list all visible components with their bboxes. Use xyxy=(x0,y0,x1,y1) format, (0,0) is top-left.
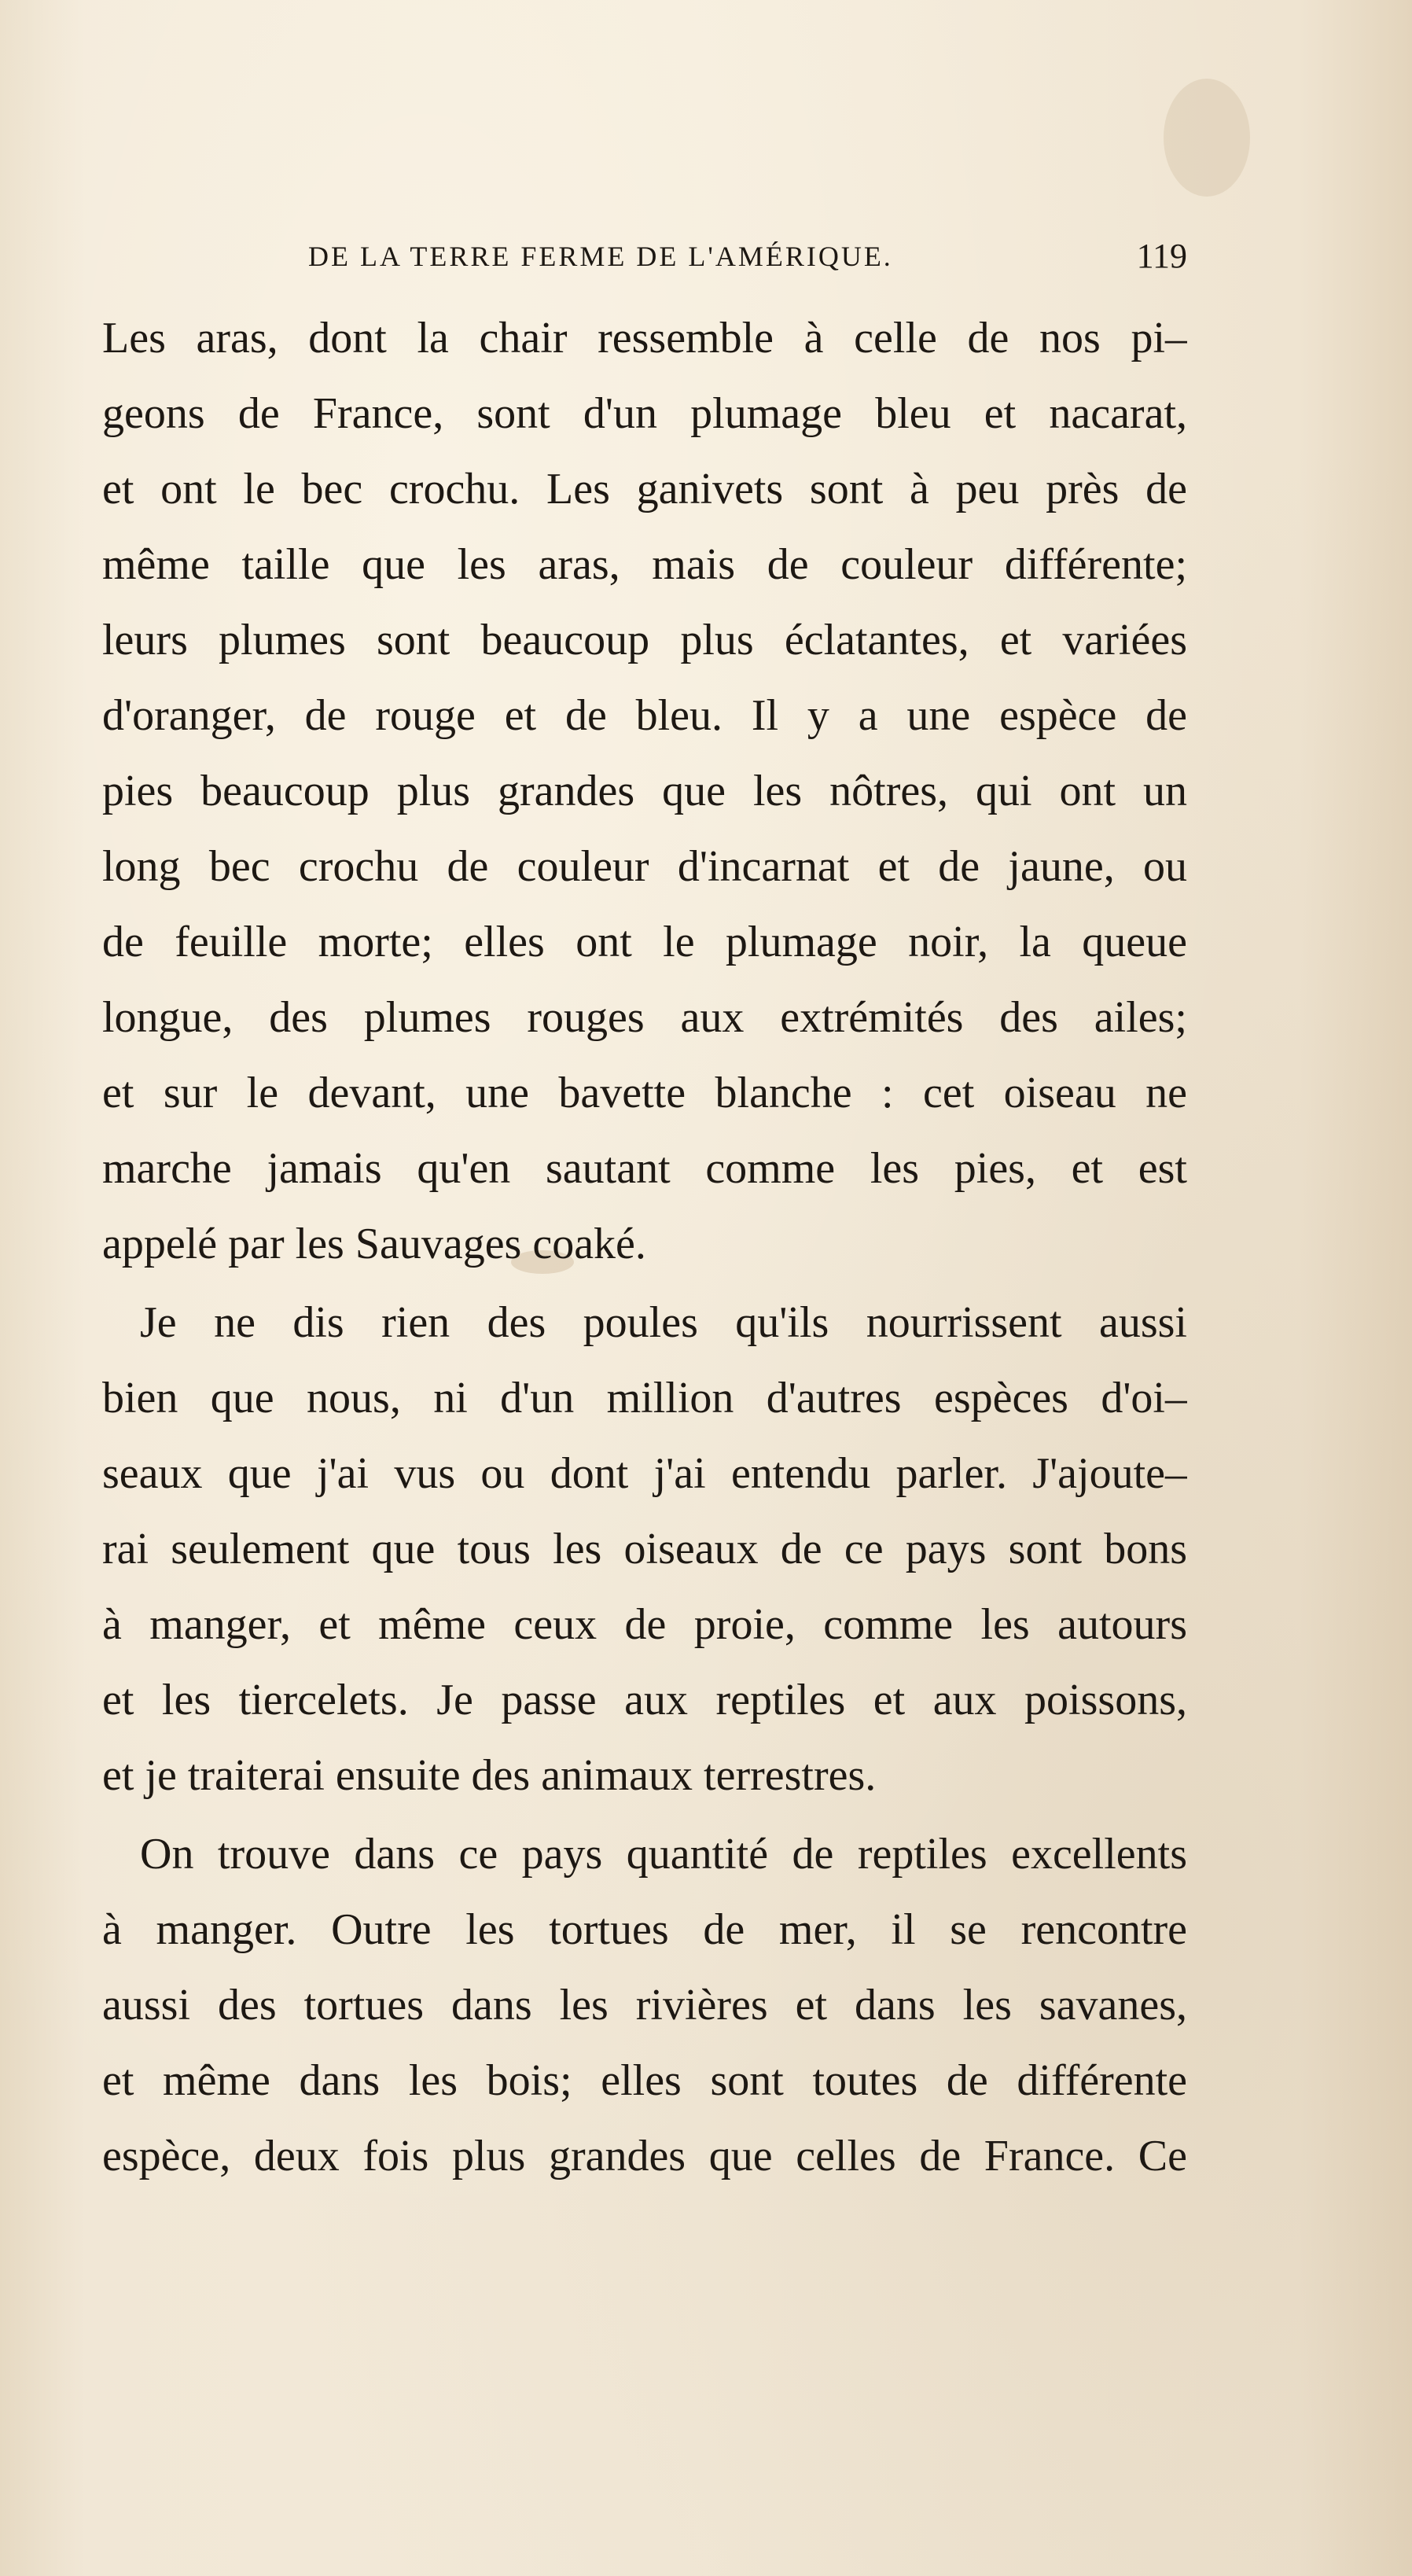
text-line: et les tiercelets. Je passe aux reptiles et aux poissons, xyxy=(102,1676,1187,1724)
text-line: espèce, deux fois plus grandes que celles de France. Ce xyxy=(102,2132,1187,2180)
text-line: de feuille morte; elles ont le plumage noir, la queue xyxy=(102,918,1187,966)
text-line: leurs plumes sont beaucoup plus éclatantes, et variées xyxy=(102,616,1187,664)
text-line: pies beaucoup plus grandes que les nôtres, qui ont un xyxy=(102,767,1187,815)
paper-stain xyxy=(1164,79,1250,197)
text-line: et ont le bec crochu. Les ganivets sont à peu près de xyxy=(102,465,1187,513)
text-line: à manger, et même ceux de proie, comme les autours xyxy=(102,1600,1187,1649)
text-line: appelé par les Sauvages coaké. xyxy=(102,1220,646,1268)
page-number: 119 xyxy=(1136,237,1187,275)
running-title: DE LA TERRE FERME DE L'AMÉRIQUE. xyxy=(308,241,893,272)
page-header xyxy=(102,233,1187,280)
text-line: marche jamais qu'en sautant comme les pies, et est xyxy=(102,1144,1187,1193)
text-line: Les aras, dont la chair ressemble à celle de nos pi– xyxy=(102,314,1187,362)
body-text xyxy=(102,300,1187,2194)
text-line: geons de France, sont d'un plumage bleu et nacarat, xyxy=(102,389,1187,438)
text-line: rai seulement que tous les oiseaux de ce pays sont bons xyxy=(102,1525,1187,1573)
text-line: longue, des plumes rouges aux extrémités des ailes; xyxy=(102,993,1187,1042)
text-line: à manger. Outre les tortues de mer, il se rencontre xyxy=(102,1905,1187,1954)
text-line: même taille que les aras, mais de couleur différente; xyxy=(102,540,1187,589)
text-line: Je ne dis rien des poules qu'ils nourrissent aussi xyxy=(140,1298,1187,1347)
text-line: long bec crochu de couleur d'incarnat et de jaune, ou xyxy=(102,842,1187,891)
text-line: aussi des tortues dans les rivières et dans les savanes, xyxy=(102,1981,1187,2030)
text-line: et même dans les bois; elles sont toutes de différente xyxy=(102,2056,1187,2105)
text-line: et je traiterai ensuite des animaux terrestres. xyxy=(102,1751,877,1800)
text-line: bien que nous, ni d'un million d'autres espèces d'oi– xyxy=(102,1374,1187,1422)
text-line: et sur le devant, une bavette blanche : cet oiseau ne xyxy=(102,1069,1187,1117)
text-line: On trouve dans ce pays quantité de reptiles excellents xyxy=(140,1830,1187,1879)
text-line: seaux que j'ai vus ou dont j'ai entendu parler. J'ajoute– xyxy=(102,1449,1187,1498)
text-line: d'oranger, de rouge et de bleu. Il y a une espèce de xyxy=(102,691,1187,740)
